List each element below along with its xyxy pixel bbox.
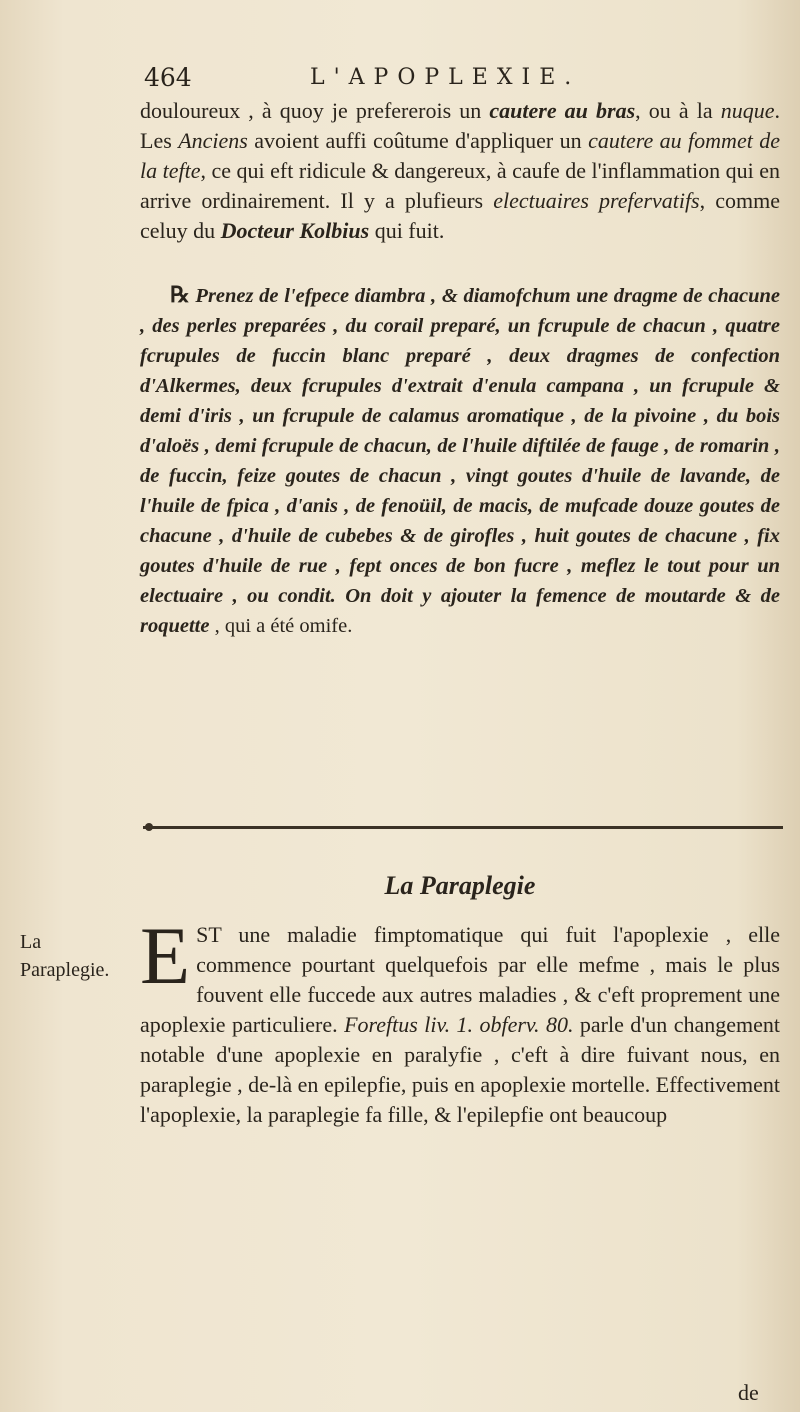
page-header (140, 60, 780, 96)
page-number: 464 (144, 63, 192, 92)
citation: Foreftus liv. 1. obferv. 80. (344, 1012, 574, 1037)
italic-term: Anciens (178, 128, 248, 153)
text-run: , ou à la (635, 98, 721, 123)
running-title: L'APOPLEXIE. (310, 65, 581, 90)
text-run: , comme celuy du (140, 188, 780, 243)
text-run: . Les (140, 98, 780, 153)
italic-term: electuaires prefervatifs (493, 188, 700, 213)
text-run: avoient auffi coûtume d'appliquer un (247, 128, 589, 153)
italic-term: nuque (720, 98, 775, 123)
recipe-tail: , qui a été omife. (209, 615, 353, 637)
section-divider (143, 826, 783, 829)
paragraph-cautery (140, 96, 780, 246)
divider-ornament (145, 823, 153, 831)
recipe-text: Prenez de l'efpece diambra , & diamofchum une dragme de chacune , des perles preparées , du corail preparé, un fcrupule de chacun , quatre fcrupules de fuccin blanc preparé , deux dragmes de confection d'Alkermes, deux fcrupules d'extrait d'enula campana , un fcrupule & demi d'iris , un fcrupule de calamus aromatique , de la pivoine , du bois d'aloës , demi fcrupule de chacun, de l'huile diftilée de fauge , de romarin , de fuccin, feize goutes de chacun , vingt goutes d'huile de lavande, de l'huile de fpica , d'anis , de fenoüil, de macis, de mufcade douze goutes de chacune , d'huile de cubebes & de girofles , huit goutes de chacune , fix goutes d'huile de rue , fept onces de bon fucre , meflez le tout pour un electuaire , ou condit. On doit y ajouter la femence de moutarde & de roquette (140, 285, 780, 637)
text-run: , ce qui eft ridicule & dangereux, à caufe de l'inflammation qui en arrive ordinairement. Il y a plufieurs (140, 158, 781, 213)
italic-term: cautere au bras (489, 98, 636, 123)
recipe-paragraph (140, 280, 780, 641)
text-run: qui fuit. (369, 218, 445, 243)
text-run: ST une maladie fimptomatique qui fuit l'apoplexie , elle commence pourtant quelquefois par elle mefme , mais le plus fouvent elle fuccede aux autres maladies , & c'eft proprement une apoplexie particuliere. (140, 922, 780, 1037)
recipe-symbol: ℞ (170, 282, 190, 307)
paragraph-paraplegia (140, 910, 780, 1130)
italic-term: Docteur Kolbius (220, 218, 370, 243)
italic-term: cautere au fommet de la tefte (140, 128, 781, 183)
text-run: parle d'un changement notable d'une apoplexie en paralyfie , c'eft à dire fuivant nous, en paraplegie , de-là en epilepfie, puis en apoplexie mortelle. Effectivement l'apoplexie, la paraplegie fa fille, & l'epilepfie ont beaucoup (140, 1012, 780, 1127)
text-run: douloureux , à quoy je prefererois un (140, 98, 490, 123)
section-title: La Paraplegie (384, 871, 536, 900)
margin-note: La Paraplegie. (20, 931, 110, 981)
catchword: de (738, 1380, 759, 1405)
drop-cap: E (140, 910, 191, 1001)
